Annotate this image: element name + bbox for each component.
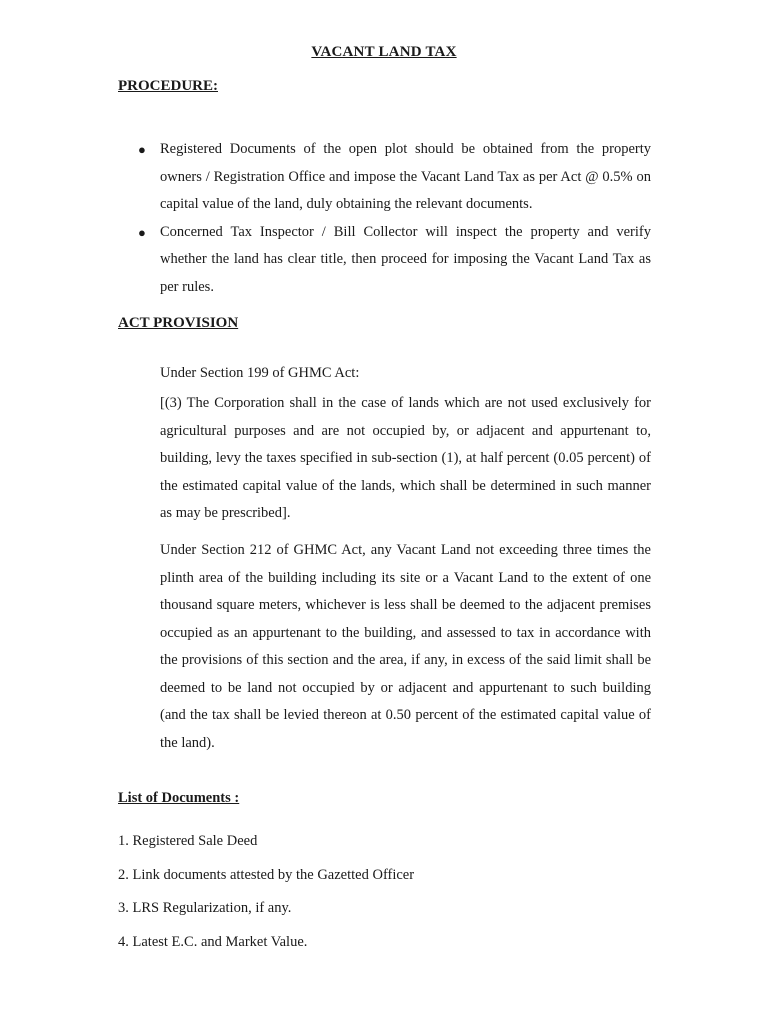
bullet-icon: ● (138, 224, 146, 240)
document-item: 3. LRS Regularization, if any. (118, 900, 292, 916)
section-199-subsection-3: [(3) The Corporation shall in the case of lands which are not used exclusively for agricultural purposes and are not occupied by, or adjacent and appurtenant to, building, levy the taxes specified in sub-section (1), at half percent (0.05 percent) of the estimated capital value of the lands, which shall be determined in such manner as may be prescribed]. (160, 395, 651, 521)
procedure-bullet-text: Registered Documents of the open plot should be obtained from the property owners / Registration Office and impose the Vacant Land Tax as per Act @ 0.5% on capital value of the land, duly obtaining the relevant documents. (160, 141, 651, 212)
bullet-icon: ● (138, 142, 146, 157)
procedure-bullet-list (138, 136, 651, 301)
section-199-intro: Under Section 199 of GHMC Act: (160, 365, 360, 381)
document-item: 2. Link documents attested by the Gazetted Officer (118, 866, 415, 883)
procedure-heading: PROCEDURE: (118, 78, 218, 94)
procedure-bullet-item (138, 136, 651, 219)
documents-list (118, 830, 414, 964)
documents-heading: List of Documents : (118, 790, 240, 806)
procedure-bullet-item (138, 219, 651, 302)
procedure-bullet-text: Concerned Tax Inspector / Bill Collector will inspect the property and verify whether the land has clear title, then proceed for imposing the Vacant Land Tax as per rules. (160, 223, 651, 295)
page-title: VACANT LAND TAX (311, 44, 457, 60)
document-item: 1. Registered Sale Deed (118, 833, 258, 849)
section-212-paragraph: Under Section 212 of GHMC Act, any Vacant Land not exceeding three times the plinth area of the building including its site or a Vacant Land to the extent of one thousand square meters, whichever is less shall be deemed to the adjacent premises occupied as an appurtenant to the building, and assessed to tax in accordance with the provisions of this section and the area, if any, in excess of the said limit shall be deemed to be land not occupied by or adjacent and appurtenant to such building (and the tax shall be levied thereon at 0.50 percent of the estimated capital value of the land). (160, 542, 651, 751)
act-provision-heading: ACT PROVISION (118, 315, 239, 331)
document-item: 4. Latest E.C. and Market Value. (118, 933, 308, 950)
